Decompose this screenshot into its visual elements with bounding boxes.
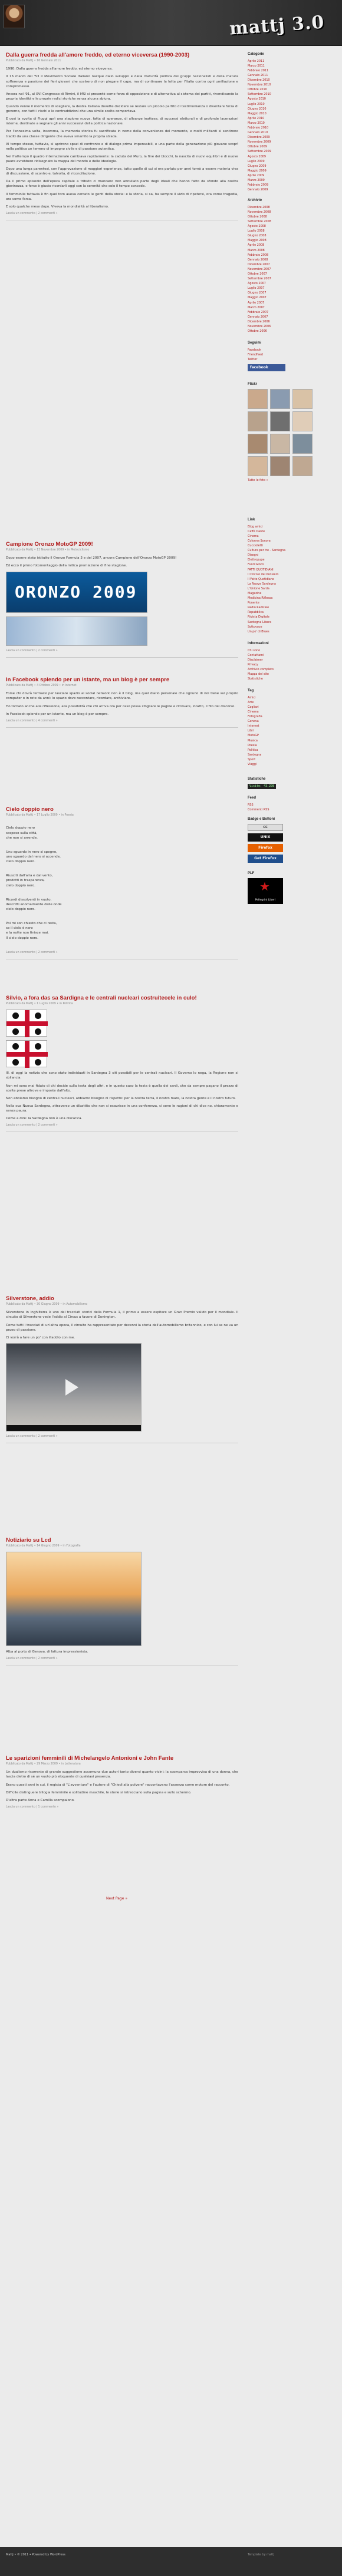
paragraph: Dopo essere stato istituito il Oronzo Formula 3 e del 2007, ancora Campione dell'Oronzo MotoGP 2009!: [6, 556, 177, 560]
stanza: Cielo doppio nero sospeso sulla città, che non si arrende.: [6, 826, 38, 840]
archive-link[interactable]: Giugno 2008: [248, 234, 267, 238]
category-link[interactable]: Gennaio 2011: [248, 73, 268, 77]
star-icon: ★: [259, 879, 270, 893]
info-link[interactable]: Contattami: [248, 653, 264, 657]
info-link[interactable]: Chi sono: [248, 648, 261, 652]
paragraph: D'altra parte Anna e Camilla scompaiono.: [6, 1798, 75, 1802]
links-list: [248, 525, 330, 634]
info-link[interactable]: Privacy: [248, 662, 258, 667]
archive-link[interactable]: Aprile 2008: [248, 243, 265, 248]
category-link[interactable]: Giugno 2010: [248, 107, 267, 111]
blogroll-link[interactable]: FATTI QUOTIDIANI: [248, 568, 274, 572]
tag-link[interactable]: Sardegna: [248, 753, 262, 757]
archive-link[interactable]: Ottobre 2007: [248, 272, 267, 276]
feed-link[interactable]: RSS: [248, 803, 254, 807]
blogroll-link[interactable]: Il Fatto Quotidiano: [248, 577, 274, 581]
feed-box: [248, 796, 330, 812]
sardinian-flag: [6, 1040, 47, 1067]
photo-thumbnail[interactable]: [248, 389, 268, 409]
paragraph: Come a dire: la Sardegna non è una discarica.: [6, 1117, 83, 1121]
cc-badge[interactable]: CC: [248, 824, 283, 831]
post-title[interactable]: Silvio, a fora das sa Sardigna e le centrali nucleari costruitecele in culo!: [6, 995, 197, 1001]
paragraph: Dopo una lunga parentesi, con l'approvazione di maggiori esperienze, tutto quello di cui si era parlato per anni tornò a essere materia viva di discussione, di scontro e, talvolta, di riconciliazione.: [6, 167, 238, 176]
paragraph: Nella sua Nuova Sardegna, attraverso un dibattito che non si esaurisce in una conferenza, ci sono le ragioni di chi dice no, chiaramente e senza paura.: [6, 1104, 238, 1113]
blogroll-link[interactable]: Elettropupe: [248, 558, 265, 562]
paragraph: Forse chi dovrà fermarsi per lasciare spazio ai social network non è il blog, ma quel diario personale che ognuno di noi tiene sul proprio computer o in rete da anni: lo spazio dove raccontare, ricordare, archiviare.: [6, 692, 238, 701]
stanza: Poi mi son chiesto che ci resta, se il cielo è nero e la notte non finisce mai. Il cielo doppio nero.: [6, 922, 57, 940]
blogroll-link[interactable]: L'Unione Sarda: [248, 586, 269, 591]
blogroll-link[interactable]: Rivista Digitale: [248, 615, 269, 619]
tag-link[interactable]: Viaggi: [248, 763, 257, 766]
sardinian-flag: [6, 1010, 47, 1037]
banner-text: ORONZO 2009: [15, 582, 137, 602]
paragraph: Silverstone in Inghilterra è uno dei tracciati storici della Formula 1, il primo a essere ospitare un Gran Premio valido per il mondiale. Il circuito di Silverstone vede l'addio al Circus a favore di Donington.: [6, 1311, 238, 1320]
blogroll-link[interactable]: La Nuova Sardegna: [248, 582, 276, 586]
info-link[interactable]: Archivio completo: [248, 668, 274, 672]
tag-link[interactable]: Politica: [248, 748, 258, 752]
post-meta: Pubblicato da Mattj • 1 Luglio 2009 • in Politica: [6, 1002, 73, 1006]
flag-moor-head: [12, 1059, 19, 1066]
plf-label: Pellegrini Liberi: [255, 899, 276, 902]
photo-thumbnail[interactable]: [292, 456, 313, 476]
archive-link[interactable]: Gennaio 2008: [248, 258, 268, 262]
flag-moor-head: [12, 1012, 19, 1019]
paragraph: Quando venne il momento di scegliere, la destra italiana dovette decidere se restare un piccolo partito di testimonianza o diventare forza di governo, con tutti i rischi e le contraddizioni che una simile scelta comportava.: [6, 105, 238, 114]
category-link[interactable]: Ottobre 2009: [248, 145, 267, 149]
category-link[interactable]: Aprile 2009: [248, 173, 265, 177]
post-meta: Pubblicato da Mattj • 4 Ottobre 2009 • in Internet: [6, 684, 77, 688]
category-link[interactable]: Settembre 2010: [248, 93, 271, 97]
photo-thumbnail[interactable]: [270, 434, 290, 454]
info-link[interactable]: Mappa del sito: [248, 672, 269, 677]
paragraph: Ci vorrà a fare un po' con il'addio con me.: [6, 1335, 75, 1340]
info-box: [248, 641, 330, 681]
feed-link[interactable]: Commenti RSS: [248, 807, 269, 812]
blogroll-link[interactable]: Cuccioletti: [248, 544, 263, 548]
paragraph: E così la svolta di Fiuggi aprì una stagione nuova, fatta di speranze, di alleanze inattese, di successi elettorali e di profonde lacerazioni interne, destinate a segnare gli anni successivi della politica nazionale.: [6, 117, 238, 126]
tag-link[interactable]: MotoGP: [248, 734, 259, 738]
category-link[interactable]: Luglio 2009: [248, 159, 265, 163]
archive-link[interactable]: Dicembre 2007: [248, 262, 270, 266]
blogroll-link[interactable]: Un po' di Blues: [248, 629, 269, 634]
blogroll-link[interactable]: Ponente: [248, 601, 259, 605]
paragraph: Nel frattempo il quadro internazionale cambiava rapidamente: la caduta del Muro, la fine dei blocchi, la nascita di nuovi equilibri e di nuove paure avrebbero ridisegnato la mappa del mondo e delle ideologie.: [6, 154, 238, 163]
category-link[interactable]: Aprile 2010: [248, 116, 265, 120]
site-logo[interactable]: mattj 3.0: [228, 12, 325, 39]
feed-list: [248, 803, 330, 812]
post: [6, 677, 238, 728]
links-box: [248, 517, 330, 634]
info-list: [248, 648, 330, 682]
flag-moor-head: [35, 1043, 41, 1050]
video-player[interactable]: [6, 1343, 142, 1432]
photo-thumbnail[interactable]: [270, 411, 290, 431]
follow-list: [248, 348, 330, 362]
tag-link[interactable]: Arte: [248, 700, 254, 704]
blogroll-link[interactable]: Radio Radicale: [248, 606, 269, 610]
post-meta: Pubblicato da Mattj • 17 Luglio 2009 • in Poesia: [6, 814, 74, 817]
category-link[interactable]: Febbraio 2009: [248, 183, 269, 187]
blogroll-link[interactable]: Magazine: [248, 592, 262, 595]
sidebar-heading: Archivio: [248, 199, 262, 202]
post-body: [6, 67, 238, 209]
flag-moor-head: [35, 1059, 41, 1066]
flag-moor-head: [12, 1043, 19, 1050]
post: [6, 995, 238, 1132]
paragraph: Erano questi anni in cui, il regista di "L'avventura" e l'autore di "Chiedi alla polvere" raccontavano l'assenza come motore del racconto.: [6, 1783, 230, 1787]
tag-link[interactable]: Libri: [248, 729, 254, 733]
archive-link[interactable]: Gennaio 2007: [248, 315, 268, 319]
category-link[interactable]: Novembre 2010: [248, 83, 271, 87]
archive-link[interactable]: Aprile 2007: [248, 301, 265, 305]
site-header: [0, 0, 342, 46]
follow-link[interactable]: Twitter: [248, 357, 258, 361]
blogroll-link[interactable]: Sardegna Libera: [248, 620, 272, 624]
post-title[interactable]: In Facebook splendo per un istante, ma un blog è per sempre: [6, 677, 170, 683]
archive-list: [248, 205, 330, 334]
paragraph: Un dualismo ricorrente di grande suggestione accomuna due autori tanto diversi quanto vicini: la scomparsa improvvisa di una donna, che lascia dietro di sé un vuoto più eloquente di qualsiasi presenza.: [6, 1770, 238, 1779]
photos-box: [248, 382, 330, 483]
archive-link[interactable]: Marzo 2007: [248, 305, 265, 309]
comments-link[interactable]: Lascia un commento | 1 commento »: [6, 1805, 59, 1809]
stanza: Riusciti dall'aria e dal vento, prodotti in trasparenza, cielo doppio nero.: [6, 874, 53, 888]
category-link[interactable]: Febbraio 2010: [248, 126, 269, 130]
category-link[interactable]: Agosto 2009: [248, 154, 266, 159]
archive-link[interactable]: Luglio 2008: [248, 229, 265, 233]
blogroll-link[interactable]: Cinema: [248, 534, 259, 538]
category-link[interactable]: Marzo 2010: [248, 121, 265, 125]
comments-link[interactable]: Lascia un commento | 2 commenti »: [6, 212, 58, 215]
post-title[interactable]: Cielo doppio nero: [6, 806, 54, 813]
avatar: [4, 5, 25, 28]
blogroll-link[interactable]: Cultura per tre - Sardegna: [248, 549, 286, 553]
get-firefox-badge[interactable]: Get Firefox: [248, 855, 283, 863]
footer-text: Mattj • © 2011 • Powered by WordPress: [6, 2553, 65, 2557]
visit-counter: Visite: 43.298: [248, 784, 276, 789]
archive-link[interactable]: Ottobre 2008: [248, 215, 267, 219]
paragraph: In Facebook splendo per un istante, ma un blog è per sempre.: [6, 712, 108, 716]
paragraph: E solo qualche mese dopo. Viveva la mondialità al liberalismo.: [6, 205, 109, 209]
comments-link[interactable]: Lascia un commento | 4 commenti »: [6, 719, 58, 723]
archive-link[interactable]: Ottobre 2006: [248, 329, 267, 334]
post: [6, 1537, 238, 1665]
flag-moor-head: [35, 1012, 41, 1019]
archive-link[interactable]: Febbraio 2007: [248, 310, 269, 314]
post-meta: Pubblicato da Mattj • 30 Giugno 2009 • in Automobilismo: [6, 1303, 88, 1307]
archive-link[interactable]: Febbraio 2008: [248, 253, 269, 257]
podium-photo: [6, 616, 147, 646]
comments-link[interactable]: Lascia un commento | 2 commenti »: [6, 951, 58, 954]
blogroll-link[interactable]: Medicina Riflessa: [248, 596, 273, 601]
sidebar-heading: Flickr: [248, 382, 258, 386]
stanza: Uno sguardo in nero si spegne, uno sguardo dal nero si accende, cielo doppio nero.: [6, 850, 61, 864]
blogroll-link[interactable]: Fuori Gioco: [248, 563, 264, 567]
post: [6, 1295, 238, 1443]
tag-link[interactable]: Genova: [248, 720, 259, 724]
flag-cross-h: [6, 1052, 48, 1057]
category-link[interactable]: Aprile 2011: [248, 59, 265, 63]
sidebar-heading: Informazioni: [248, 642, 269, 645]
post-title[interactable]: Le sparizioni femminili di Michelangelo Antonioni e John Fante: [6, 1755, 174, 1762]
category-link[interactable]: Febbraio 2011: [248, 68, 269, 72]
archive-box: [248, 198, 330, 334]
video-controls-bar[interactable]: [6, 1425, 141, 1431]
follow-link[interactable]: Friendfeed: [248, 352, 263, 357]
post-title[interactable]: Campione Oronzo MotoGP 2009!: [6, 541, 93, 547]
post-title[interactable]: Dalla guerra fredda all'amore freddo, ed eterno viceversa (1990-2003): [6, 52, 190, 58]
category-link[interactable]: Dicembre 2009: [248, 136, 270, 140]
category-link[interactable]: Dicembre 2010: [248, 78, 270, 83]
tag-link[interactable]: Internet: [248, 724, 259, 728]
archive-link[interactable]: Maggio 2008: [248, 239, 267, 243]
photo-thumbnail[interactable]: [270, 389, 290, 409]
tag-link[interactable]: Sport: [248, 757, 256, 761]
paragraph: Il femminile tuttavia è fin quel toro aveva cercato le genti della storia: e la storia, si sa, ha sempre il vizio di ripetersi, ora come tragedia, ora come farsa.: [6, 192, 238, 201]
blogroll-link[interactable]: Disegni: [248, 553, 259, 558]
paragraph: Ancora nel '91, al XVI Congresso di Rimini, il MSI si presentò come forza di opposizione e di alternativa al sistema dei partiti, rivendicando la propria identità e le proprie radici storiche senza alcuna abiura.: [6, 92, 238, 101]
paragraph: Non mi sono mai fidato di chi decide sulla testa degli altri, e in questo caso la testa è quella dei sardi, che da sempre pagano il prezzo di scelte prese altrove e imposte dall'alto.: [6, 1084, 238, 1093]
paragraph: Alba al porto di Genova, di fattura impressionista.: [6, 1650, 88, 1654]
footer-credits[interactable]: Template by mattj: [248, 2553, 275, 2557]
oronzo-banner: [6, 572, 147, 613]
category-link[interactable]: Settembre 2009: [248, 150, 271, 154]
facebook-badge[interactable]: facebook: [248, 364, 285, 371]
badges-box: [248, 817, 330, 865]
category-link[interactable]: Gennaio 2010: [248, 131, 268, 135]
paragraph: Il 16 marzo del '53 il Movimento Sociale Italiano nacque dallo sviluppo e dalla maturità politica dei gruppi nazionalisti e della matura sofferenza e passione dei fieri giovani che scelsero di non piegare il capo, ma di continuare la lotta per l'Italia contro ogni umiliazione e compromesso.: [6, 75, 238, 88]
harbour-photo: [6, 1552, 142, 1646]
post-body: [6, 1071, 238, 1121]
photo-thumbnail[interactable]: [248, 411, 268, 431]
stanza: Ricordi dissolventi in vuoto, descritti anomalmente dalle onde cielo doppio nero.: [6, 898, 62, 911]
photo-grid: [248, 389, 330, 476]
comments-link[interactable]: Lascia un commento | 2 commenti »: [6, 1124, 58, 1127]
category-link[interactable]: Maggio 2010: [248, 111, 267, 116]
post: [6, 52, 238, 220]
photo-thumbnail[interactable]: [248, 456, 268, 476]
archive-link[interactable]: Agosto 2008: [248, 225, 266, 229]
comments-link[interactable]: Lascia un commento | 2 commenti »: [6, 1434, 58, 1438]
paragraph: Ill. di oggi la notizia che sono stato individuati in Sardegna 3 siti possibili per le centrali nucleari. Il Governo lo nega, la Regione non si sbilancia.: [6, 1071, 238, 1080]
archive-link[interactable]: Settembre 2007: [248, 277, 271, 281]
archive-link[interactable]: Giugno 2007: [248, 291, 267, 295]
sidebar-heading: Statistiche: [248, 777, 266, 781]
stats-box: [248, 777, 330, 789]
blogroll-link[interactable]: Colonna Sonora: [248, 539, 271, 543]
post-body: [6, 1650, 238, 1654]
paragraph: Difficile distinguere trilogia femminile e solitudine maschile, le storie si intrecciano sulla pagina e sullo schermo.: [6, 1790, 192, 1795]
next-page-link[interactable]: Next Page »: [106, 1896, 127, 1901]
post-meta: Pubblicato da Mattj • 13 Novembre 2009 • in Motociclismo: [6, 549, 90, 552]
sidebar-heading: Tag: [248, 689, 254, 692]
flag-moor-head: [12, 1028, 19, 1035]
post: [6, 806, 238, 959]
archive-link[interactable]: Luglio 2007: [248, 286, 265, 291]
info-link[interactable]: Disclaimer: [248, 658, 263, 662]
post: [6, 1755, 238, 1810]
blogroll-link[interactable]: Caffè Dante: [248, 529, 265, 533]
archive-link[interactable]: Agosto 2007: [248, 282, 266, 286]
archive-link[interactable]: Dicembre 2006: [248, 319, 270, 324]
category-link[interactable]: Gennaio 2009: [248, 188, 268, 192]
blogroll-link[interactable]: Repubblica: [248, 611, 264, 615]
photo-thumbnail[interactable]: [248, 434, 268, 454]
comments-link[interactable]: Lascia un commento | 2 commenti »: [6, 1657, 58, 1661]
post-body: [6, 821, 238, 949]
tag-link[interactable]: Fotografia: [248, 715, 262, 719]
tag-link[interactable]: Poesia: [248, 743, 257, 747]
archive-link[interactable]: Settembre 2008: [248, 219, 271, 223]
categories-box: [248, 52, 330, 192]
category-link[interactable]: Novembre 2009: [248, 140, 271, 144]
paragraph: Da il primo episodio dell'epoca capitale a tributo ci mancano non annullato parte degli ideali che hanno fatto da sfondo alla nostra giovinezza, e forse è giusto ricordarli oggi con la serenità che solo il tempo concede.: [6, 180, 238, 189]
unix-badge[interactable]: UNIX: [248, 833, 283, 842]
paragraph: 1990: Dalla guerra fredda all'amore freddo, ed eterno viceversa.: [6, 67, 113, 71]
paragraph: Per l'ennesima volta, insomma, la memoria storica fu sacrificata in nome della convenienza del momento, e molti militanti si sentirono traditi da una classe dirigente che aveva smarrito la propria strada.: [6, 130, 238, 138]
tag-link[interactable]: Cinema: [248, 710, 259, 714]
sidebar-heading: Feed: [248, 796, 256, 800]
archive-link[interactable]: Novembre 2007: [248, 267, 271, 271]
category-link[interactable]: Ottobre 2010: [248, 88, 267, 92]
category-link[interactable]: Maggio 2009: [248, 169, 267, 173]
archive-link[interactable]: Marzo 2008: [248, 248, 265, 252]
archive-link[interactable]: Maggio 2007: [248, 296, 267, 300]
sidebar-heading: Link: [248, 518, 255, 522]
post-meta: Pubblicato da Mattj • 29 Marzo 2009 • in Letteratura: [6, 1763, 81, 1766]
play-icon[interactable]: [65, 1379, 78, 1396]
photo-thumbnail[interactable]: [292, 411, 313, 431]
tag-link[interactable]: Amici: [248, 695, 256, 700]
blogroll-link[interactable]: Il Circolo del Pensiero: [248, 572, 279, 576]
category-link[interactable]: Agosto 2010: [248, 97, 266, 101]
post: [6, 541, 238, 658]
post-title[interactable]: Silverstone, addio: [6, 1295, 54, 1302]
post-body: [6, 1310, 238, 1340]
tags-box: [248, 688, 330, 767]
photo-thumbnail[interactable]: [292, 389, 313, 409]
categories-list: [248, 59, 330, 193]
post-body: [6, 1770, 238, 1803]
tag-link[interactable]: Cagliari: [248, 705, 259, 709]
flag-moor-head: [35, 1028, 41, 1035]
comments-link[interactable]: Lascia un commento | 2 commenti »: [6, 649, 58, 652]
photo-thumbnail[interactable]: [270, 456, 290, 476]
sidebar-heading: Categorie: [248, 52, 264, 56]
category-link[interactable]: Giugno 2009: [248, 164, 267, 168]
tag-link[interactable]: Musica: [248, 738, 258, 743]
archive-link[interactable]: Dicembre 2008: [248, 205, 270, 209]
paragraph: Ed ecco il primo fotomontaggio della mitica premiazione di fine stagione.: [6, 564, 127, 568]
blogroll-link[interactable]: Sottovoce: [248, 625, 262, 629]
paragraph: Come tutti i tracciati di un'altra epoca, il circuito ha rappresentato per decenni la storia dell'automobilismo britannico, e con lui se ne va un pezzo di passione.: [6, 1323, 238, 1332]
plf-box: [248, 871, 330, 904]
flag-cross-h: [6, 1021, 48, 1026]
post-body: [6, 691, 238, 716]
category-link[interactable]: Luglio 2010: [248, 102, 265, 106]
photo-thumbnail[interactable]: [292, 434, 313, 454]
info-link[interactable]: Statistiche: [248, 677, 263, 681]
blogroll-link[interactable]: Blog amici: [248, 525, 263, 529]
sidebar-heading: Seguimi: [248, 341, 262, 345]
paragraph: Al tempo stesso, tuttavia, si aprirono spazi di confronto e di dialogo prima impensabili, e una parte della generazione più giovane scoprì nella politica un terreno di impegno civile e di passione autentica.: [6, 142, 238, 151]
category-link[interactable]: Marzo 2011: [248, 64, 265, 68]
divider: [6, 657, 238, 658]
firefox-badge[interactable]: Firefox: [248, 844, 283, 852]
sidebar-heading: PLF: [248, 872, 255, 875]
follow-box: [248, 341, 330, 371]
paragraph: Non abbiamo bisogno di centrali nucleari, abbiamo bisogno di rispetto: per la nostra terra, il nostro mare, la nostra gente e il nostro futuro.: [6, 1096, 236, 1100]
post-title[interactable]: Notiziario su Lcd: [6, 1537, 51, 1543]
post-body: [6, 556, 238, 568]
follow-link[interactable]: Facebook: [248, 348, 261, 352]
photos-more-link[interactable]: Tutte le foto »: [248, 478, 268, 482]
plf-logo[interactable]: [248, 878, 283, 904]
site-footer: [0, 2547, 342, 2576]
paragraph: Ho tornato anche alla riflessione, alla possibilità che chi arriva ora per caso possa sfogliare le pagine e ritrovare, intatto, il filo del discorso.: [6, 704, 236, 708]
tags-list: [248, 695, 330, 767]
archive-link[interactable]: Novembre 2008: [248, 210, 271, 214]
archive-link[interactable]: Novembre 2006: [248, 325, 271, 329]
sidebar-heading: Badge e Bottoni: [248, 817, 275, 821]
post-meta: Pubblicato da Mattj • 14 Giugno 2009 • in Fotografia: [6, 1545, 81, 1548]
category-link[interactable]: Marzo 2009: [248, 179, 265, 183]
post-meta: Pubblicato da Mattj • 16 Gennaio 2011: [6, 60, 61, 63]
divider: [6, 727, 238, 728]
